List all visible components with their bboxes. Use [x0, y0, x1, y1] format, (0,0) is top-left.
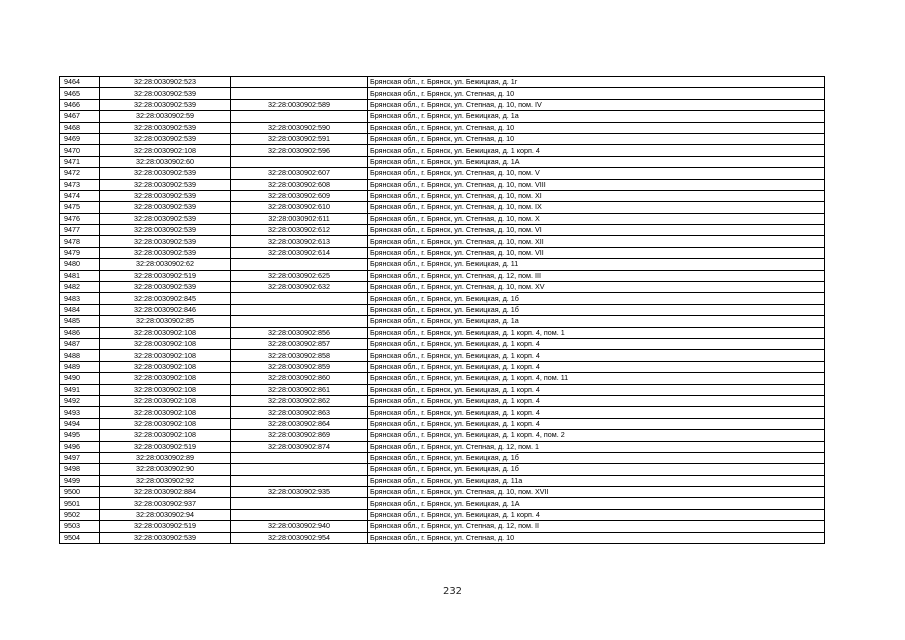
table-row	[60, 282, 825, 293]
address-cell: Брянская обл., г. Брянск, ул. Степная, д. 10, пом. V	[368, 168, 825, 179]
child-cadastral-number-cell: 32:28:0030902:608	[231, 179, 368, 190]
child-cadastral-number-cell: 32:28:0030902:859	[231, 361, 368, 372]
address-cell: Брянская обл., г. Брянск, ул. Бежицкая, д. 1б	[368, 304, 825, 315]
row-number-cell: 9474	[60, 190, 100, 201]
table-row	[60, 190, 825, 201]
row-number-cell: 9467	[60, 111, 100, 122]
parent-cadastral-number-cell: 32:28:0030902:108	[100, 327, 231, 338]
parent-cadastral-number-cell: 32:28:0030902:108	[100, 361, 231, 372]
address-cell: Брянская обл., г. Брянск, ул. Степная, д. 12, пом. II	[368, 521, 825, 532]
row-number-cell: 9469	[60, 133, 100, 144]
address-cell: Брянская обл., г. Брянск, ул. Бежицкая, д. 11а	[368, 475, 825, 486]
row-number-cell: 9464	[60, 77, 100, 88]
parent-cadastral-number-cell: 32:28:0030902:539	[100, 225, 231, 236]
parent-cadastral-number-cell: 32:28:0030902:539	[100, 168, 231, 179]
row-number-cell: 9472	[60, 168, 100, 179]
parent-cadastral-number-cell: 32:28:0030902:85	[100, 316, 231, 327]
child-cadastral-number-cell: 32:28:0030902:609	[231, 190, 368, 201]
table-row	[60, 304, 825, 315]
row-number-cell: 9495	[60, 430, 100, 441]
parent-cadastral-number-cell: 32:28:0030902:519	[100, 441, 231, 452]
parent-cadastral-number-cell: 32:28:0030902:89	[100, 452, 231, 463]
table-row	[60, 487, 825, 498]
parent-cadastral-number-cell: 32:28:0030902:108	[100, 418, 231, 429]
child-cadastral-number-cell: 32:28:0030902:632	[231, 282, 368, 293]
child-cadastral-number-cell: 32:28:0030902:860	[231, 373, 368, 384]
table-row	[60, 475, 825, 486]
address-cell: Брянская обл., г. Брянск, ул. Степная, д. 10, пом. VII	[368, 247, 825, 258]
child-cadastral-number-cell	[231, 509, 368, 520]
row-number-cell: 9499	[60, 475, 100, 486]
address-cell: Брянская обл., г. Брянск, ул. Степная, д. 10, пом. VI	[368, 225, 825, 236]
table-row	[60, 418, 825, 429]
parent-cadastral-number-cell: 32:28:0030902:108	[100, 430, 231, 441]
row-number-cell: 9465	[60, 88, 100, 99]
page-number: 232	[442, 586, 463, 597]
table-row	[60, 316, 825, 327]
parent-cadastral-number-cell: 32:28:0030902:539	[100, 190, 231, 201]
table-row	[60, 179, 825, 190]
parent-cadastral-number-cell: 32:28:0030902:539	[100, 179, 231, 190]
parent-cadastral-number-cell: 32:28:0030902:845	[100, 293, 231, 304]
parent-cadastral-number-cell: 32:28:0030902:92	[100, 475, 231, 486]
table-row	[60, 236, 825, 247]
row-number-cell: 9470	[60, 145, 100, 156]
table-row	[60, 395, 825, 406]
row-number-cell: 9500	[60, 487, 100, 498]
child-cadastral-number-cell: 32:28:0030902:857	[231, 338, 368, 349]
child-cadastral-number-cell: 32:28:0030902:611	[231, 213, 368, 224]
row-number-cell: 9491	[60, 384, 100, 395]
row-number-cell: 9494	[60, 418, 100, 429]
table-row	[60, 122, 825, 133]
parent-cadastral-number-cell: 32:28:0030902:539	[100, 202, 231, 213]
row-number-cell: 9488	[60, 350, 100, 361]
address-cell: Брянская обл., г. Брянск, ул. Бежицкая, д. 1б	[368, 452, 825, 463]
row-number-cell: 9484	[60, 304, 100, 315]
row-number-cell: 9489	[60, 361, 100, 372]
address-cell: Брянская обл., г. Брянск, ул. Степная, д. 10, пом. XI	[368, 190, 825, 201]
address-cell: Брянская обл., г. Брянск, ул. Бежицкая, д. 1 корп. 4	[368, 361, 825, 372]
row-number-cell: 9480	[60, 259, 100, 270]
table-row	[60, 168, 825, 179]
row-number-cell: 9486	[60, 327, 100, 338]
address-cell: Брянская обл., г. Брянск, ул. Бежицкая, д. 11	[368, 259, 825, 270]
registry-table	[59, 76, 825, 544]
parent-cadastral-number-cell: 32:28:0030902:60	[100, 156, 231, 167]
table-row	[60, 247, 825, 258]
child-cadastral-number-cell: 32:28:0030902:954	[231, 532, 368, 543]
table-row	[60, 225, 825, 236]
table-row	[60, 259, 825, 270]
child-cadastral-number-cell: 32:28:0030902:610	[231, 202, 368, 213]
address-cell: Брянская обл., г. Брянск, ул. Степная, д. 12, пом. 1	[368, 441, 825, 452]
parent-cadastral-number-cell: 32:28:0030902:539	[100, 99, 231, 110]
child-cadastral-number-cell: 32:28:0030902:612	[231, 225, 368, 236]
row-number-cell: 9485	[60, 316, 100, 327]
child-cadastral-number-cell: 32:28:0030902:858	[231, 350, 368, 361]
parent-cadastral-number-cell: 32:28:0030902:539	[100, 213, 231, 224]
parent-cadastral-number-cell: 32:28:0030902:937	[100, 498, 231, 509]
table-row	[60, 145, 825, 156]
table-row	[60, 441, 825, 452]
child-cadastral-number-cell: 32:28:0030902:596	[231, 145, 368, 156]
table-row	[60, 338, 825, 349]
address-cell: Брянская обл., г. Брянск, ул. Бежицкая, д. 1г	[368, 77, 825, 88]
row-number-cell: 9475	[60, 202, 100, 213]
address-cell: Брянская обл., г. Брянск, ул. Бежицкая, д. 1А	[368, 156, 825, 167]
address-cell: Брянская обл., г. Брянск, ул. Бежицкая, д. 1 корп. 4, пом. 1	[368, 327, 825, 338]
address-cell: Брянская обл., г. Брянск, ул. Бежицкая, д. 1 корп. 4	[368, 145, 825, 156]
row-number-cell: 9478	[60, 236, 100, 247]
table-row	[60, 384, 825, 395]
parent-cadastral-number-cell: 32:28:0030902:539	[100, 133, 231, 144]
address-cell: Брянская обл., г. Брянск, ул. Степная, д. 10, пом. XV	[368, 282, 825, 293]
parent-cadastral-number-cell: 32:28:0030902:108	[100, 338, 231, 349]
parent-cadastral-number-cell: 32:28:0030902:108	[100, 384, 231, 395]
row-number-cell: 9497	[60, 452, 100, 463]
row-number-cell: 9493	[60, 407, 100, 418]
table-row	[60, 156, 825, 167]
row-number-cell: 9502	[60, 509, 100, 520]
table-row	[60, 111, 825, 122]
child-cadastral-number-cell	[231, 77, 368, 88]
address-cell: Брянская обл., г. Брянск, ул. Степная, д. 10, пом. IX	[368, 202, 825, 213]
child-cadastral-number-cell: 32:28:0030902:856	[231, 327, 368, 338]
row-number-cell: 9482	[60, 282, 100, 293]
table-row	[60, 350, 825, 361]
parent-cadastral-number-cell: 32:28:0030902:539	[100, 236, 231, 247]
child-cadastral-number-cell	[231, 259, 368, 270]
address-cell: Брянская обл., г. Брянск, ул. Степная, д. 10	[368, 133, 825, 144]
address-cell: Брянская обл., г. Брянск, ул. Степная, д. 10, пом. XVII	[368, 487, 825, 498]
parent-cadastral-number-cell: 32:28:0030902:108	[100, 373, 231, 384]
child-cadastral-number-cell: 32:28:0030902:589	[231, 99, 368, 110]
row-number-cell: 9476	[60, 213, 100, 224]
address-cell: Брянская обл., г. Брянск, ул. Бежицкая, д. 1 корп. 4	[368, 350, 825, 361]
table-row	[60, 532, 825, 543]
child-cadastral-number-cell: 32:28:0030902:591	[231, 133, 368, 144]
address-cell: Брянская обл., г. Брянск, ул. Бежицкая, д. 1 корп. 4	[368, 418, 825, 429]
address-cell: Брянская обл., г. Брянск, ул. Бежицкая, д. 1а	[368, 111, 825, 122]
parent-cadastral-number-cell: 32:28:0030902:108	[100, 145, 231, 156]
table-row	[60, 327, 825, 338]
child-cadastral-number-cell: 32:28:0030902:625	[231, 270, 368, 281]
row-number-cell: 9498	[60, 464, 100, 475]
child-cadastral-number-cell	[231, 498, 368, 509]
row-number-cell: 9483	[60, 293, 100, 304]
row-number-cell: 9490	[60, 373, 100, 384]
address-cell: Брянская обл., г. Брянск, ул. Бежицкая, д. 1 корп. 4	[368, 395, 825, 406]
table-row	[60, 270, 825, 281]
address-cell: Брянская обл., г. Брянск, ул. Бежицкая, д. 1А	[368, 498, 825, 509]
table-row	[60, 202, 825, 213]
table-row	[60, 509, 825, 520]
row-number-cell: 9471	[60, 156, 100, 167]
parent-cadastral-number-cell: 32:28:0030902:62	[100, 259, 231, 270]
address-cell: Брянская обл., г. Брянск, ул. Бежицкая, д. 1 корп. 4, пом. 2	[368, 430, 825, 441]
address-cell: Брянская обл., г. Брянск, ул. Бежицкая, д. 1б	[368, 464, 825, 475]
registry-table-body	[60, 77, 825, 544]
table-row	[60, 452, 825, 463]
row-number-cell: 9481	[60, 270, 100, 281]
table-row	[60, 373, 825, 384]
child-cadastral-number-cell: 32:28:0030902:590	[231, 122, 368, 133]
child-cadastral-number-cell: 32:28:0030902:935	[231, 487, 368, 498]
table-row	[60, 77, 825, 88]
address-cell: Брянская обл., г. Брянск, ул. Бежицкая, д. 1 корп. 4, пом. 11	[368, 373, 825, 384]
address-cell: Брянская обл., г. Брянск, ул. Степная, д. 10, пом. VIII	[368, 179, 825, 190]
address-cell: Брянская обл., г. Брянск, ул. Бежицкая, д. 1 корп. 4	[368, 384, 825, 395]
child-cadastral-number-cell: 32:28:0030902:613	[231, 236, 368, 247]
parent-cadastral-number-cell: 32:28:0030902:108	[100, 407, 231, 418]
child-cadastral-number-cell	[231, 88, 368, 99]
table-row	[60, 407, 825, 418]
row-number-cell: 9504	[60, 532, 100, 543]
parent-cadastral-number-cell: 32:28:0030902:539	[100, 282, 231, 293]
child-cadastral-number-cell	[231, 111, 368, 122]
parent-cadastral-number-cell: 32:28:0030902:539	[100, 88, 231, 99]
child-cadastral-number-cell	[231, 316, 368, 327]
table-row	[60, 293, 825, 304]
table-row	[60, 464, 825, 475]
parent-cadastral-number-cell: 32:28:0030902:94	[100, 509, 231, 520]
parent-cadastral-number-cell: 32:28:0030902:884	[100, 487, 231, 498]
parent-cadastral-number-cell: 32:28:0030902:59	[100, 111, 231, 122]
child-cadastral-number-cell: 32:28:0030902:861	[231, 384, 368, 395]
address-cell: Брянская обл., г. Брянск, ул. Степная, д. 10, пом. IV	[368, 99, 825, 110]
address-cell: Брянская обл., г. Брянск, ул. Степная, д. 10	[368, 88, 825, 99]
row-number-cell: 9501	[60, 498, 100, 509]
child-cadastral-number-cell: 32:28:0030902:940	[231, 521, 368, 532]
row-number-cell: 9496	[60, 441, 100, 452]
parent-cadastral-number-cell: 32:28:0030902:539	[100, 247, 231, 258]
parent-cadastral-number-cell: 32:28:0030902:519	[100, 270, 231, 281]
parent-cadastral-number-cell: 32:28:0030902:108	[100, 395, 231, 406]
address-cell: Брянская обл., г. Брянск, ул. Степная, д. 10, пом. XII	[368, 236, 825, 247]
child-cadastral-number-cell: 32:28:0030902:862	[231, 395, 368, 406]
row-number-cell: 9479	[60, 247, 100, 258]
table-row	[60, 498, 825, 509]
address-cell: Брянская обл., г. Брянск, ул. Бежицкая, д. 1 корп. 4	[368, 509, 825, 520]
table-row	[60, 213, 825, 224]
parent-cadastral-number-cell: 32:28:0030902:539	[100, 532, 231, 543]
child-cadastral-number-cell: 32:28:0030902:864	[231, 418, 368, 429]
child-cadastral-number-cell	[231, 464, 368, 475]
child-cadastral-number-cell: 32:28:0030902:863	[231, 407, 368, 418]
parent-cadastral-number-cell: 32:28:0030902:90	[100, 464, 231, 475]
row-number-cell: 9468	[60, 122, 100, 133]
address-cell: Брянская обл., г. Брянск, ул. Бежицкая, д. 1а	[368, 316, 825, 327]
child-cadastral-number-cell	[231, 156, 368, 167]
parent-cadastral-number-cell: 32:28:0030902:846	[100, 304, 231, 315]
child-cadastral-number-cell: 32:28:0030902:614	[231, 247, 368, 258]
table-row	[60, 99, 825, 110]
child-cadastral-number-cell: 32:28:0030902:874	[231, 441, 368, 452]
parent-cadastral-number-cell: 32:28:0030902:539	[100, 122, 231, 133]
address-cell: Брянская обл., г. Брянск, ул. Степная, д. 10, пом. X	[368, 213, 825, 224]
row-number-cell: 9492	[60, 395, 100, 406]
address-cell: Брянская обл., г. Брянск, ул. Бежицкая, д. 1 корп. 4	[368, 338, 825, 349]
row-number-cell: 9466	[60, 99, 100, 110]
row-number-cell: 9477	[60, 225, 100, 236]
table-row	[60, 361, 825, 372]
parent-cadastral-number-cell: 32:28:0030902:519	[100, 521, 231, 532]
child-cadastral-number-cell	[231, 304, 368, 315]
parent-cadastral-number-cell: 32:28:0030902:108	[100, 350, 231, 361]
address-cell: Брянская обл., г. Брянск, ул. Степная, д. 12, пом. III	[368, 270, 825, 281]
table-row	[60, 88, 825, 99]
row-number-cell: 9503	[60, 521, 100, 532]
child-cadastral-number-cell	[231, 475, 368, 486]
address-cell: Брянская обл., г. Брянск, ул. Бежицкая, д. 1 корп. 4	[368, 407, 825, 418]
parent-cadastral-number-cell: 32:28:0030902:523	[100, 77, 231, 88]
row-number-cell: 9473	[60, 179, 100, 190]
child-cadastral-number-cell: 32:28:0030902:869	[231, 430, 368, 441]
table-row	[60, 521, 825, 532]
address-cell: Брянская обл., г. Брянск, ул. Бежицкая, д. 1б	[368, 293, 825, 304]
child-cadastral-number-cell	[231, 293, 368, 304]
table-row	[60, 133, 825, 144]
address-cell: Брянская обл., г. Брянск, ул. Степная, д. 10	[368, 532, 825, 543]
table-row	[60, 430, 825, 441]
row-number-cell: 9487	[60, 338, 100, 349]
address-cell: Брянская обл., г. Брянск, ул. Степная, д. 10	[368, 122, 825, 133]
child-cadastral-number-cell	[231, 452, 368, 463]
child-cadastral-number-cell: 32:28:0030902:607	[231, 168, 368, 179]
